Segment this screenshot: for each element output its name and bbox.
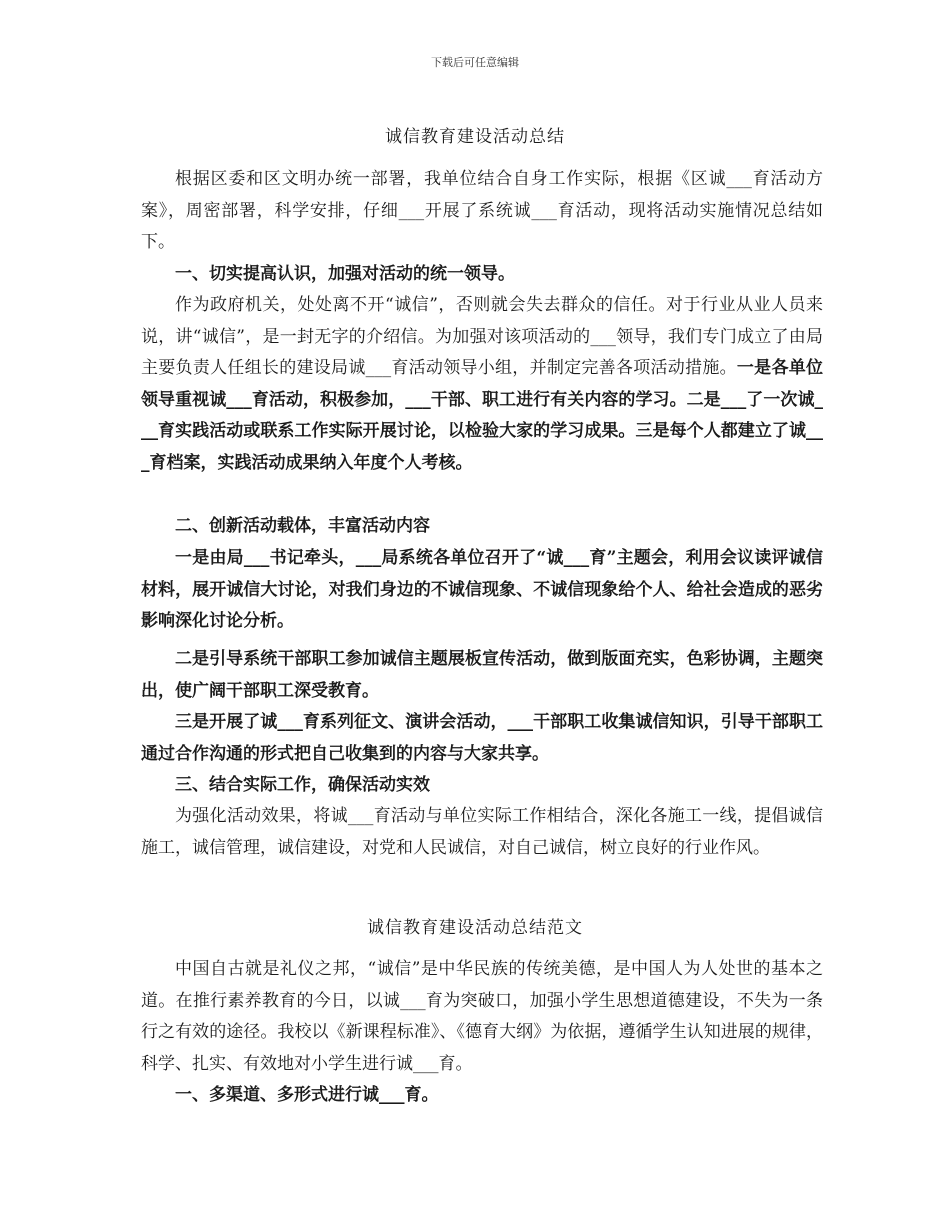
section-2-point-1: 一是由局___书记牵头，___局系统各单位召开了“诚___育”主题会，利用会议读评诚信材料，展开诚信大讨论，对我们身边的不诚信现象、不诚信现象给个人、给社会造成的恶劣影响深化讨论分析。 (141, 548, 823, 631)
doc2-intro-paragraph: 中国自古就是礼仪之邦，“诚信”是中华民族的传统美德，是中国人为人处世的基本之道。在推行素养教育的今日，以诚___育为突破口，加强小学生思想道德建设，不失为一条行之有效的途径。我校以《新课程标准》、《德育大纲》为依据，遵循学生认知进展的规律，科学、扎实、有效地对小学生进行诚___育。 (141, 959, 823, 1074)
page-header: 下载后可任意编辑 (431, 56, 519, 69)
doc2-title: 诚信教育建设活动总结范文 (367, 918, 583, 938)
doc2-section-heading-1: 一、多渠道、多形式进行诚___育。 (175, 1085, 439, 1105)
section-1-bold-text: 一是各单位领导重视诚___育活动，积极参加，___干部、职工进行有关内容的学习。二是___了一次诚___育实践活动或联系工作实际开展讨论，以检验大家的学习成果。三是每个人都建立了诚___育档案，实践活动成果纳入年度个人考核。 (141, 358, 824, 473)
section-heading-2: 二、创新活动载体，丰富活动内容 (175, 516, 430, 536)
section-heading-1: 一、切实提高认识，加强对活动的统一领导。 (175, 264, 515, 284)
section-heading-3: 三、结合实际工作，确保活动实效 (175, 775, 430, 795)
section-1-paragraph (141, 290, 823, 479)
section-2-point-2: 二是引导系统干部职工参加诚信主题展板宣传活动，做到版面充实，色彩协调，主题突出，使广阔干部职工深受教育。 (141, 649, 823, 701)
section-1-text: 作为政府机关，处处离不开“诚信”，否则就会失去群众的信任。对于行业从业人员来说，讲“诚信”，是一封无字的介绍信。为加强对该项活动的___领导，我们专门成立了由局主要负责人任组长的建设局诚___育活动领导小组，并制定完善各项活动措施。 (141, 295, 823, 378)
section-2-point-3: 三是开展了诚___育系列征文、演讲会活动，___干部职工收集诚信知识，引导干部职工通过合作沟通的形式把自己收集到的内容与大家共享。 (141, 712, 823, 764)
section-3-paragraph: 为强化活动效果，将诚___育活动与单位实际工作相结合，深化各施工一线，提倡诚信施工，诚信管理，诚信建设，对党和人民诚信，对自己诚信，树立良好的行业作风。 (141, 806, 823, 858)
intro-paragraph: 根据区委和区文明办统一部署，我单位结合自身工作实际，根据《区诚___育活动方案》，周密部署，科学安排，仔细___开展了系统诚___育活动，现将活动实施情况总结如下。 (141, 169, 823, 252)
doc-title: 诚信教育建设活动总结 (385, 127, 565, 147)
